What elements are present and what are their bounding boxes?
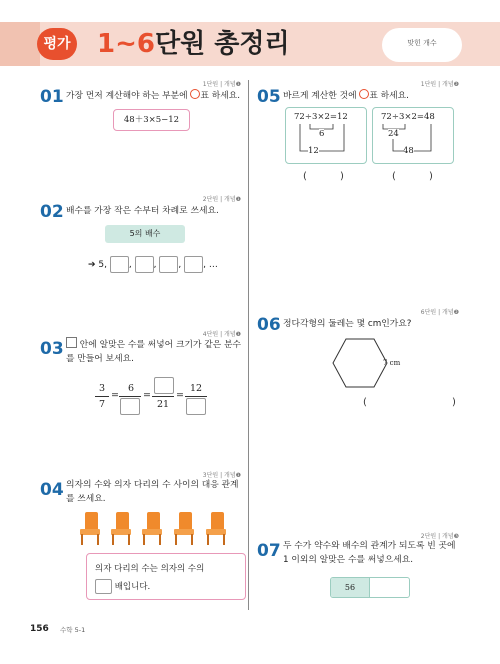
q2-blank-2[interactable] bbox=[135, 256, 154, 273]
q6-text: 정다각형의 둘레는 몇 cm인가요? bbox=[283, 319, 412, 329]
chair-icon bbox=[174, 512, 194, 545]
q3-text bbox=[66, 337, 242, 366]
q4-answer-b: 배입니다. bbox=[114, 582, 151, 592]
q3-f4-bar bbox=[185, 396, 207, 397]
q3-eq-2: = bbox=[143, 390, 151, 401]
q6-side-label: 7 cm bbox=[383, 359, 401, 367]
q5-left-paren-open: ( bbox=[303, 171, 307, 182]
q4-number: 04 bbox=[40, 480, 64, 500]
q5-right-mid: 24 bbox=[388, 129, 399, 139]
q3-f2-bar bbox=[119, 396, 141, 397]
q4-text-a: 의자의 수와 의자 다리의 수 사이의 대응 관계 bbox=[66, 480, 239, 490]
q5-text bbox=[283, 89, 409, 103]
q2-number: 02 bbox=[40, 202, 64, 222]
q1-number: 01 bbox=[40, 87, 64, 107]
q4-text bbox=[66, 478, 244, 506]
q5-left-expr: 72÷3×2=12 bbox=[294, 112, 348, 122]
q5-right-paren-close: ) bbox=[429, 171, 433, 182]
q3-f4-num: 12 bbox=[189, 383, 203, 394]
chair-icon bbox=[80, 512, 100, 545]
q7-pair-box bbox=[330, 577, 410, 598]
q3-f1-bar bbox=[95, 396, 109, 397]
q3-f2-num: 6 bbox=[127, 383, 135, 394]
q3-f3-num-blank[interactable] bbox=[154, 377, 174, 394]
q3-eq-3: = bbox=[176, 390, 184, 401]
q3-f1-num: 3 bbox=[98, 383, 106, 394]
q2-blank-3[interactable] bbox=[159, 256, 178, 273]
chair-icon bbox=[142, 512, 162, 545]
q1-expression[interactable]: 48＋3×5−12 bbox=[113, 109, 190, 131]
q2-text: 배수를 가장 작은 수부터 차례로 쓰세요. bbox=[66, 206, 219, 216]
q3-number: 03 bbox=[40, 339, 64, 359]
q3-f1-den: 7 bbox=[98, 399, 106, 410]
q7-value: 56 bbox=[331, 578, 369, 597]
q6-paren-close: ) bbox=[452, 397, 456, 408]
q7-text-b: 1 이외의 알맞은 수를 써넣으세요. bbox=[283, 555, 414, 565]
q2-blank-4[interactable] bbox=[184, 256, 203, 273]
header-left-tab bbox=[0, 22, 40, 66]
blank-box-icon bbox=[66, 337, 77, 348]
q1-text-after: 표 하세요. bbox=[200, 91, 241, 101]
q4-answer-line2 bbox=[95, 579, 150, 594]
score-label: 맞힌 개수 bbox=[407, 39, 437, 47]
q5-left-brackets bbox=[286, 108, 366, 163]
q3-eq-1: = bbox=[111, 390, 119, 401]
title-text: 단원 총정리 bbox=[154, 29, 290, 59]
q7-blank[interactable] bbox=[370, 578, 409, 597]
q4-meta: 3단원 | 개념❶ bbox=[202, 472, 241, 479]
q7-text-a: 두 수가 약수와 배수의 관계가 되도록 빈 곳에 bbox=[283, 541, 456, 551]
q5-left-box[interactable] bbox=[285, 107, 367, 164]
q4-blank[interactable] bbox=[95, 579, 112, 594]
q4-answer-a: 의자 다리의 수는 의자의 수의 bbox=[95, 564, 205, 574]
q5-left-answer-slot[interactable] bbox=[310, 171, 338, 185]
q5-meta: 1단원 | 개념❷ bbox=[420, 81, 459, 88]
q6-answer-slot[interactable] bbox=[372, 397, 447, 411]
q5-text-after: 표 하세요. bbox=[369, 91, 409, 101]
q3-meta: 4단원 | 개념❶ bbox=[202, 331, 241, 338]
q6-meta: 6단원 | 개념❷ bbox=[420, 309, 459, 316]
chair-icon bbox=[206, 512, 226, 545]
q1-meta: 1단원 | 개념❶ bbox=[202, 81, 241, 88]
q2-seq-end: … bbox=[208, 260, 218, 270]
q4-text-b: 를 쓰세요. bbox=[66, 494, 106, 504]
evaluation-badge: 평가 bbox=[37, 28, 77, 60]
hexagon-shape bbox=[330, 337, 390, 389]
q7-text bbox=[283, 539, 473, 567]
q5-number: 05 bbox=[257, 87, 281, 107]
chairs-illustration bbox=[77, 510, 247, 546]
circle-icon bbox=[190, 89, 200, 99]
q5-left-mid: 6 bbox=[319, 129, 325, 139]
q5-right-paren-open: ( bbox=[392, 171, 396, 182]
q6-paren-open: ( bbox=[363, 397, 367, 408]
q5-right-answer-slot[interactable] bbox=[399, 171, 427, 185]
q2-label-box: 5의 배수 bbox=[105, 225, 185, 243]
q5-right-box[interactable] bbox=[372, 107, 454, 164]
q5-right-expr: 72÷3×2=48 bbox=[381, 112, 435, 122]
q2-meta: 2단원 | 개념❶ bbox=[202, 196, 241, 203]
q2-blank-1[interactable] bbox=[110, 256, 129, 273]
circle-icon bbox=[359, 89, 369, 99]
q3-text-a: 안에 알맞은 수를 써넣어 크기가 같은 분수 bbox=[77, 340, 242, 350]
q3-f3-den: 21 bbox=[156, 399, 170, 410]
q5-left-paren-close: ) bbox=[340, 171, 344, 182]
q2-sequence: ➔ 5, , , , , … bbox=[88, 256, 218, 274]
q5-text-before: 바르게 계산한 것에 bbox=[283, 91, 360, 101]
book-name: 수학 5-1 bbox=[60, 626, 86, 634]
q1-text-before: 가장 먼저 계산해야 하는 부분에 bbox=[66, 91, 191, 101]
q7-number: 07 bbox=[257, 541, 281, 561]
q1-text bbox=[66, 89, 240, 103]
q5-left-bottom: 12 bbox=[308, 146, 319, 156]
q3-f2-den-blank[interactable] bbox=[120, 398, 140, 415]
q3-f4-den-blank[interactable] bbox=[186, 398, 206, 415]
q3-f3-bar bbox=[152, 396, 174, 397]
q4-answer-box bbox=[86, 553, 246, 600]
title-range: 1~6 bbox=[97, 29, 155, 59]
q5-right-bottom: 48 bbox=[403, 146, 414, 156]
q3-text-b: 를 만들어 보세요. bbox=[66, 354, 134, 364]
q7-meta: 2단원 | 개념❸ bbox=[420, 533, 459, 540]
score-box[interactable] bbox=[382, 28, 462, 62]
page-number: 156 bbox=[30, 624, 49, 634]
q6-number: 06 bbox=[257, 315, 281, 335]
q2-seq-start: ➔ 5, bbox=[88, 260, 107, 270]
column-divider bbox=[248, 80, 249, 610]
chair-icon bbox=[111, 512, 131, 545]
page-title bbox=[97, 27, 290, 61]
